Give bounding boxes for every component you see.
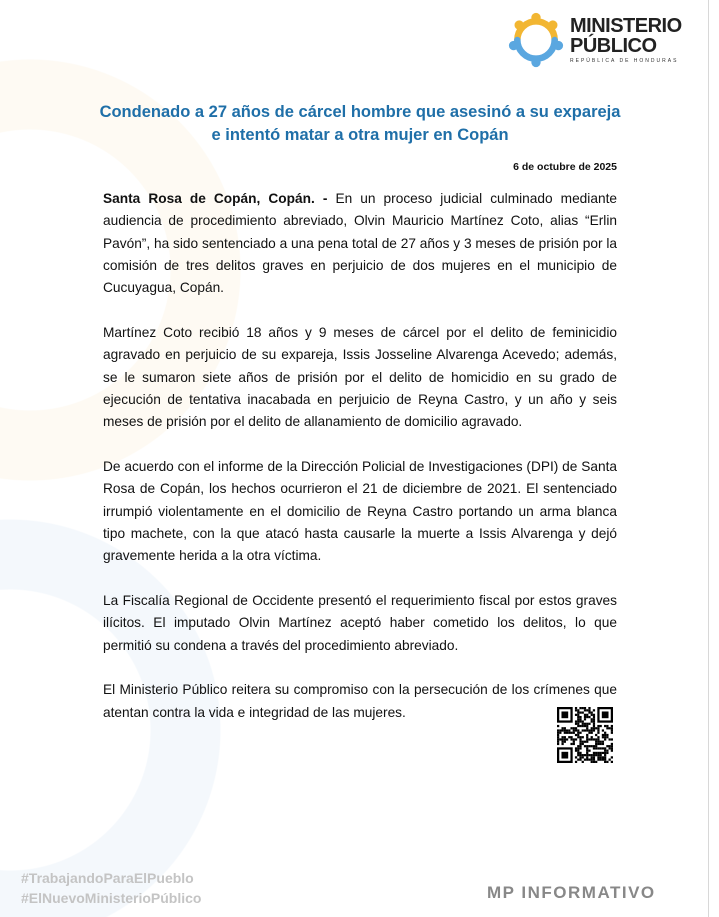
logo-line2: PÚBLICO <box>570 35 657 57</box>
qr-code[interactable] <box>557 707 613 763</box>
page-edge <box>708 0 709 917</box>
title-line-1: Condenado a 27 años de cárcel hombre que asesinó a su expareja <box>99 103 621 121</box>
ministerio-publico-logo <box>508 10 698 70</box>
title-line-2: e intentó matar a otra mujer en Copán <box>211 126 509 144</box>
dateline: Santa Rosa de Copán, Copán. - <box>103 191 328 206</box>
article-date: 6 de octubre de 2025 <box>513 161 617 173</box>
paragraph-5: El Ministerio Público reitera su compromiso con la persecución de los crímenes que atentan contra la vida e integridad de las mujeres. <box>103 682 617 720</box>
logo-line3: REPÚBLICA DE HONDURAS <box>570 58 679 64</box>
paragraph-2: Martínez Coto recibió 18 años y 9 meses de cárcel por el delito de feminicidio agravado en perjuicio de su expareja, Issis Josseline Alvarenga Acevedo; además, se le sumaron siete años de prisión por el delito de homicidio en su grado de ejecución de tentativa inacabada en perjuicio de Reyna Castro, y un año y seis meses de prisión por el delito de allanamiento de domicilio agravado. <box>103 324 617 430</box>
article-body <box>103 188 617 746</box>
paragraph-1 <box>103 188 617 299</box>
paragraph-4: La Fiscalía Regional de Occidente presentó el requerimiento fiscal por estos graves ilícitos. El imputado Olvin Martínez aceptó haber cometido los delitos, lo que permitió su condena a través del procedimiento abreviado. <box>103 592 617 653</box>
hashtag-1: #TrabajandoParaElPueblo <box>21 870 194 886</box>
mp-informativo-brand: MP INFORMATIVO <box>487 883 656 902</box>
hashtag-2: #ElNuevoMinisterioPúblico <box>21 890 202 906</box>
paragraph-3: De acuerdo con el informe de la Dirección Policial de Investigaciones (DPI) de Santa Rosa de Copán, los hechos ocurrieron el 21 de diciembre de 2021. El sentenciado irrumpió violentamente en el domicilio de Reyna Castro portando un arma blanca tipo machete, con la que atacó hasta causarle la muerte a Issis Alvarenga y dejó gravemente herida a la otra víctima. <box>103 458 617 564</box>
paragraph-1-text: En un proceso judicial culminado mediante audiencia de procedimiento abreviado, Olvin Mauricio Martínez Coto, alias “Erlin Pavón”, ha sido sentenciado a una pena total de 27 años y 3 meses de prisión por la comisión de tres delitos graves en perjuicio de dos mujeres en el municipio de Cucuyagua, Copán. <box>103 191 617 296</box>
logo-line1: MINISTERIO <box>570 15 682 37</box>
logo-people-circle-icon <box>508 10 564 70</box>
hashtags <box>21 868 201 908</box>
article-title <box>95 101 625 147</box>
